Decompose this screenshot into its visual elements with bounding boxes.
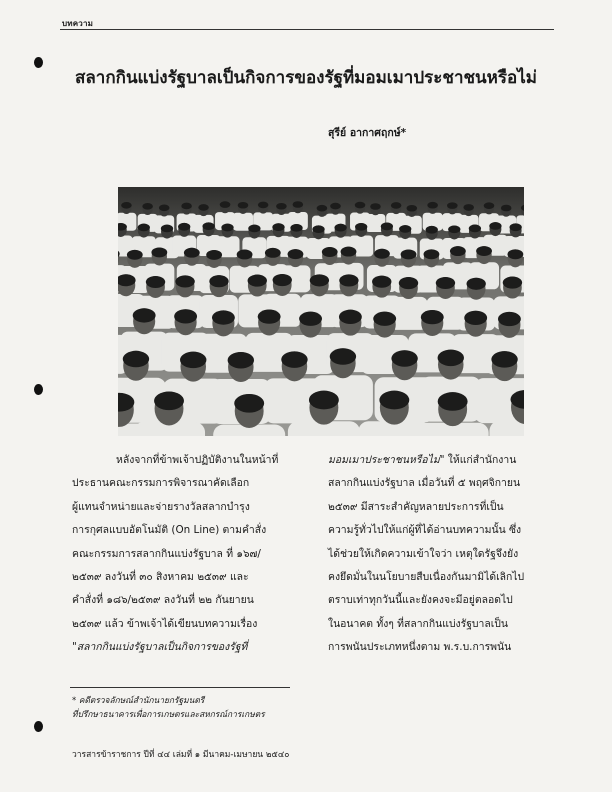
child-hair xyxy=(258,202,269,209)
child-hair xyxy=(212,310,235,324)
child-hair xyxy=(498,312,521,326)
child-hair xyxy=(238,202,249,209)
child-hair xyxy=(463,204,474,211)
page-footer-citation: วารสารข้าราชการ ปีที่ ๔๔ เล่มที่ ๑ มีนาคม-เมษายน ๒๕๔๐ xyxy=(72,750,290,760)
binder-hole-top xyxy=(34,57,43,68)
child-hair xyxy=(276,203,287,210)
child-hair xyxy=(424,249,440,259)
body-line: ในอนาคต ทั้งๆ ที่สลากกินแบ่งรัฐบาลเป็น xyxy=(328,617,508,630)
body-line: การพนันประเภทหนึ่งตาม พ.ร.บ.การพนัน xyxy=(328,641,512,654)
child-hair xyxy=(220,201,231,208)
child-hair xyxy=(146,276,165,288)
child-hair xyxy=(503,277,522,289)
body-line: คงยึดมั่นในนโยบายสืบเนื่องกันมามิได้เลิกไป xyxy=(328,571,525,584)
body-line: การกุศลแบบอัตโนมัติ (On Line) ตามคำสั่ง xyxy=(72,524,267,537)
child-hair xyxy=(309,391,339,410)
child-hair xyxy=(450,246,466,256)
child-hair xyxy=(121,202,132,209)
child-hair xyxy=(221,224,233,232)
child-hair xyxy=(391,350,417,367)
child-hair xyxy=(489,222,501,230)
child-hair xyxy=(178,223,190,231)
child-hair xyxy=(330,348,356,365)
footnote xyxy=(72,693,265,721)
child-hair xyxy=(407,205,418,212)
child-hair xyxy=(123,351,149,368)
child-hair xyxy=(180,352,206,369)
child-hair xyxy=(138,224,150,232)
child-hair xyxy=(438,392,468,411)
child-hair xyxy=(355,223,367,231)
child-hair xyxy=(288,249,304,259)
body-line-rest: ให้แก่สำนักงาน xyxy=(444,454,517,466)
body-line: สลากกินแบ่งรัฐบาล เมื่อวันที่ ๕ พฤศจิกายน xyxy=(328,477,521,490)
child-hair xyxy=(228,352,254,369)
child-hair xyxy=(464,311,487,325)
body-line: ๒๕๓๙ ลงวันที่ ๓๐ สิงหาคม ๒๕๓๙ และ xyxy=(72,571,249,584)
child-hair xyxy=(391,202,402,209)
child-hair xyxy=(448,225,460,233)
child-hair xyxy=(509,223,521,231)
child-hair xyxy=(401,249,417,259)
article-title: สลากกินแบ่งรัฐบาลเป็นกิจการของรัฐที่มอมเมาประชาชนหรือไม่ xyxy=(75,68,537,88)
child-hair xyxy=(181,203,192,210)
child-hair xyxy=(436,277,455,289)
child-hair xyxy=(248,225,260,233)
child-hair xyxy=(322,247,338,257)
child-hair xyxy=(174,309,197,323)
child-hair xyxy=(501,205,512,212)
child-hair xyxy=(426,226,438,234)
child-hair xyxy=(161,225,173,233)
child-hair xyxy=(258,310,281,324)
child-hair xyxy=(372,276,391,288)
child-hair xyxy=(476,246,492,256)
child-hair xyxy=(248,275,267,287)
children-photo-illustration xyxy=(118,187,524,436)
child-hair xyxy=(339,310,362,324)
body-column-left xyxy=(72,449,310,660)
child-hair xyxy=(379,391,409,410)
body-line: "สลากกินแบ่งรัฐบาลเป็นกิจการของรัฐที่ xyxy=(72,641,248,654)
child-hair xyxy=(281,351,307,368)
body-line: ๒๕๓๙ มีสาระสำคัญหลายประการที่เป็น xyxy=(328,500,504,513)
footnote-line: * คดีตรวจลักษณ์สำนักนายกรัฐมนตรี xyxy=(72,695,205,705)
child-hair xyxy=(438,350,464,367)
footnote-line: ที่ปรึกษาธนาคารเพื่อการเกษตรและสหกรณ์การเกษตร xyxy=(72,709,265,719)
footnote-rule xyxy=(70,687,290,688)
child-hair xyxy=(310,274,329,286)
child-hair xyxy=(469,225,481,233)
child-hair xyxy=(127,250,143,260)
binder-hole-middle xyxy=(34,384,43,395)
child-hair xyxy=(312,225,324,233)
child-hair xyxy=(175,275,194,287)
child-shirt xyxy=(489,421,524,436)
child-hair xyxy=(273,274,292,286)
section-label: บทความ xyxy=(62,19,94,28)
child-hair xyxy=(427,202,438,209)
child-hair xyxy=(265,248,281,258)
child-hair xyxy=(159,205,170,212)
child-hair xyxy=(142,203,153,210)
child-hair xyxy=(370,203,381,210)
body-line: คำสั่งที่ ๑๘๖/๒๕๓๙ ลงวันที่ ๒๒ กันยายน xyxy=(72,594,254,607)
child-hair xyxy=(330,203,341,210)
body-line: ได้ช่วยให้เกิดความเข้าใจว่า เหตุใดรัฐจึงยัง xyxy=(328,547,519,560)
child-hair xyxy=(184,248,200,258)
child-hair xyxy=(507,249,523,259)
child-hair xyxy=(467,278,486,290)
header-rule xyxy=(60,29,554,30)
child-hair xyxy=(381,223,393,231)
child-hair xyxy=(355,202,366,209)
child-hair xyxy=(272,223,284,231)
body-line xyxy=(328,449,548,472)
child-hair xyxy=(399,225,411,233)
child-hair xyxy=(234,394,264,413)
article-photo xyxy=(118,187,524,436)
child-hair xyxy=(133,308,156,322)
binder-hole-bottom xyxy=(34,721,43,732)
body-line: หลังจากที่ข้าพเจ้าปฏิบัติงานในหน้าที่ xyxy=(116,454,279,466)
child-hair xyxy=(317,205,328,212)
child-hair xyxy=(334,224,346,232)
child-hair xyxy=(154,391,184,410)
child-shirt xyxy=(520,295,524,328)
body-line: ความรู้ทั่วไปให้แก่ผู้ที่ได้อ่านบทความนั้น ซึ่ง xyxy=(328,524,522,537)
quoted-title-end: มอมเมาประชาชนหรือไม่" xyxy=(328,454,445,466)
child-hair xyxy=(399,277,418,289)
child-hair xyxy=(202,222,214,230)
body-line: ผู้แทนจำหน่ายและจ่ายรางวัลสลากบำรุง xyxy=(72,500,250,513)
body-line: ตราบเท่าทุกวันนี้และยังคงจะมีอยู่ตลอดไป xyxy=(328,594,513,607)
author-name: สุรีย์ อากาศฤกษ์* xyxy=(328,127,407,139)
child-hair xyxy=(151,247,167,257)
child-hair xyxy=(373,312,396,326)
child-hair xyxy=(484,202,495,209)
body-line: ประธานคณะกรรมการพิจารณาคัดเลือก xyxy=(72,477,250,490)
child-hair xyxy=(299,312,322,326)
child-hair xyxy=(374,249,390,259)
child-hair xyxy=(293,201,304,208)
body-column-right xyxy=(328,449,548,660)
child-hair xyxy=(206,250,222,260)
child-hair xyxy=(341,247,357,257)
child-hair xyxy=(237,249,253,259)
child-hair xyxy=(290,224,302,232)
child-hair xyxy=(421,310,444,324)
child-hair xyxy=(209,275,228,287)
body-line: ๒๕๓๙ แล้ว ข้าพเจ้าได้เขียนบทความเรื่อง xyxy=(72,617,258,630)
child-hair xyxy=(491,351,517,368)
child-hair xyxy=(447,202,458,209)
body-line: คณะกรรมการสลากกินแบ่งรัฐบาล ที่ ๑๖๗/ xyxy=(72,547,261,560)
child-hair xyxy=(198,204,209,211)
child-hair xyxy=(339,274,358,286)
